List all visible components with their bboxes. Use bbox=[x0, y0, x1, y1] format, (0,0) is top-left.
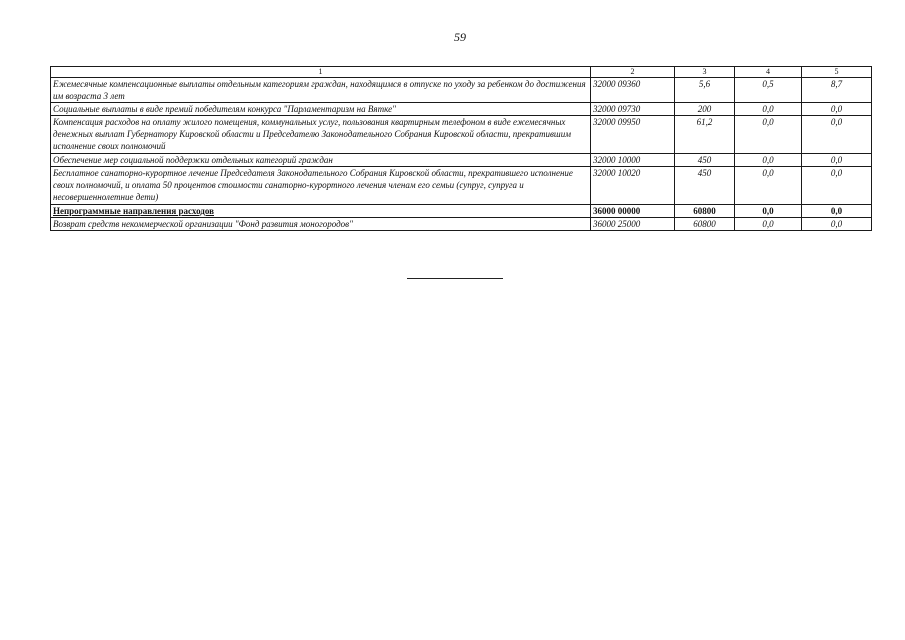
row-code-cell: 36000 25000 bbox=[591, 218, 675, 231]
row-name-cell: Возврат средств некоммерческой организации "Фонд развития моногородов" bbox=[51, 218, 591, 231]
row-col4-cell: 0,0 bbox=[735, 116, 802, 154]
row-name-cell: Социальные выплаты в виде премий победителям конкурса "Парламентаризм на Вятке" bbox=[51, 103, 591, 116]
row-col3-cell: 60800 bbox=[675, 218, 735, 231]
table-header-row bbox=[51, 67, 872, 78]
table-row bbox=[51, 103, 872, 116]
row-col4-cell: 0,0 bbox=[735, 103, 802, 116]
row-col3-cell: 200 bbox=[675, 103, 735, 116]
row-col5-cell: 0,0 bbox=[802, 218, 872, 231]
row-name-cell: Компенсация расходов на оплату жилого помещения, коммунальных услуг, пользования квартирным телефоном в виде ежемесячных денежных выплат Губернатору Кировской области и Председателю Законодательного Собрания Кировской области, прекратившим исполнение своих полномочий bbox=[51, 116, 591, 154]
row-code-cell: 32000 10000 bbox=[591, 154, 675, 167]
row-col4-cell: 0,0 bbox=[735, 205, 802, 218]
end-of-table-rule bbox=[407, 278, 503, 279]
row-code-cell: 32000 09730 bbox=[591, 103, 675, 116]
column-header-3: 3 bbox=[675, 67, 735, 78]
row-col3-cell: 61,2 bbox=[675, 116, 735, 154]
page-number: 59 bbox=[454, 30, 466, 44]
column-header-2: 2 bbox=[591, 67, 675, 78]
row-code-cell: 32000 10020 bbox=[591, 167, 675, 205]
table-row bbox=[51, 154, 872, 167]
table-row bbox=[51, 218, 872, 231]
row-col5-cell: 0,0 bbox=[802, 103, 872, 116]
column-header-1: 1 bbox=[51, 67, 591, 78]
table-row bbox=[51, 167, 872, 205]
row-col5-cell: 8,7 bbox=[802, 78, 872, 103]
row-name-cell: Ежемесячные компенсационные выплаты отдельным категориям граждан, находящимся в отпуске по уходу за ребенком до достижения им возраста 3 лет bbox=[51, 78, 591, 103]
row-col5-cell: 0,0 bbox=[802, 154, 872, 167]
row-col3-cell: 5,6 bbox=[675, 78, 735, 103]
table-row-section-total bbox=[51, 205, 872, 218]
column-header-4: 4 bbox=[735, 67, 802, 78]
row-col4-cell: 0,0 bbox=[735, 167, 802, 205]
row-col5-cell: 0,0 bbox=[802, 116, 872, 154]
row-code-cell: 32000 09950 bbox=[591, 116, 675, 154]
row-col3-cell: 450 bbox=[675, 154, 735, 167]
row-col4-cell: 0,0 bbox=[735, 218, 802, 231]
row-col5-cell: 0,0 bbox=[802, 167, 872, 205]
row-code-cell: 32000 09360 bbox=[591, 78, 675, 103]
row-col4-cell: 0,5 bbox=[735, 78, 802, 103]
row-col4-cell: 0,0 bbox=[735, 154, 802, 167]
column-header-5: 5 bbox=[802, 67, 872, 78]
row-col3-cell: 450 bbox=[675, 167, 735, 205]
budget-table bbox=[50, 66, 872, 231]
row-col3-cell: 60800 bbox=[675, 205, 735, 218]
table-row bbox=[51, 116, 872, 154]
row-code-cell: 36000 00000 bbox=[591, 205, 675, 218]
row-name-cell: Обеспечение мер социальной поддержки отдельных категорий граждан bbox=[51, 154, 591, 167]
table-row bbox=[51, 78, 872, 103]
row-name-cell: Бесплатное санаторно-курортное лечение Председателя Законодательного Собрания Кировской области, прекратившего исполнение своих полномочий, и оплата 50 процентов стоимости санаторно-курортного лечения членам его семьи (супруг, супруга и несовершеннолетние дети) bbox=[51, 167, 591, 205]
row-col5-cell: 0,0 bbox=[802, 205, 872, 218]
row-name-cell: Непрограммные направления расходов bbox=[51, 205, 591, 218]
